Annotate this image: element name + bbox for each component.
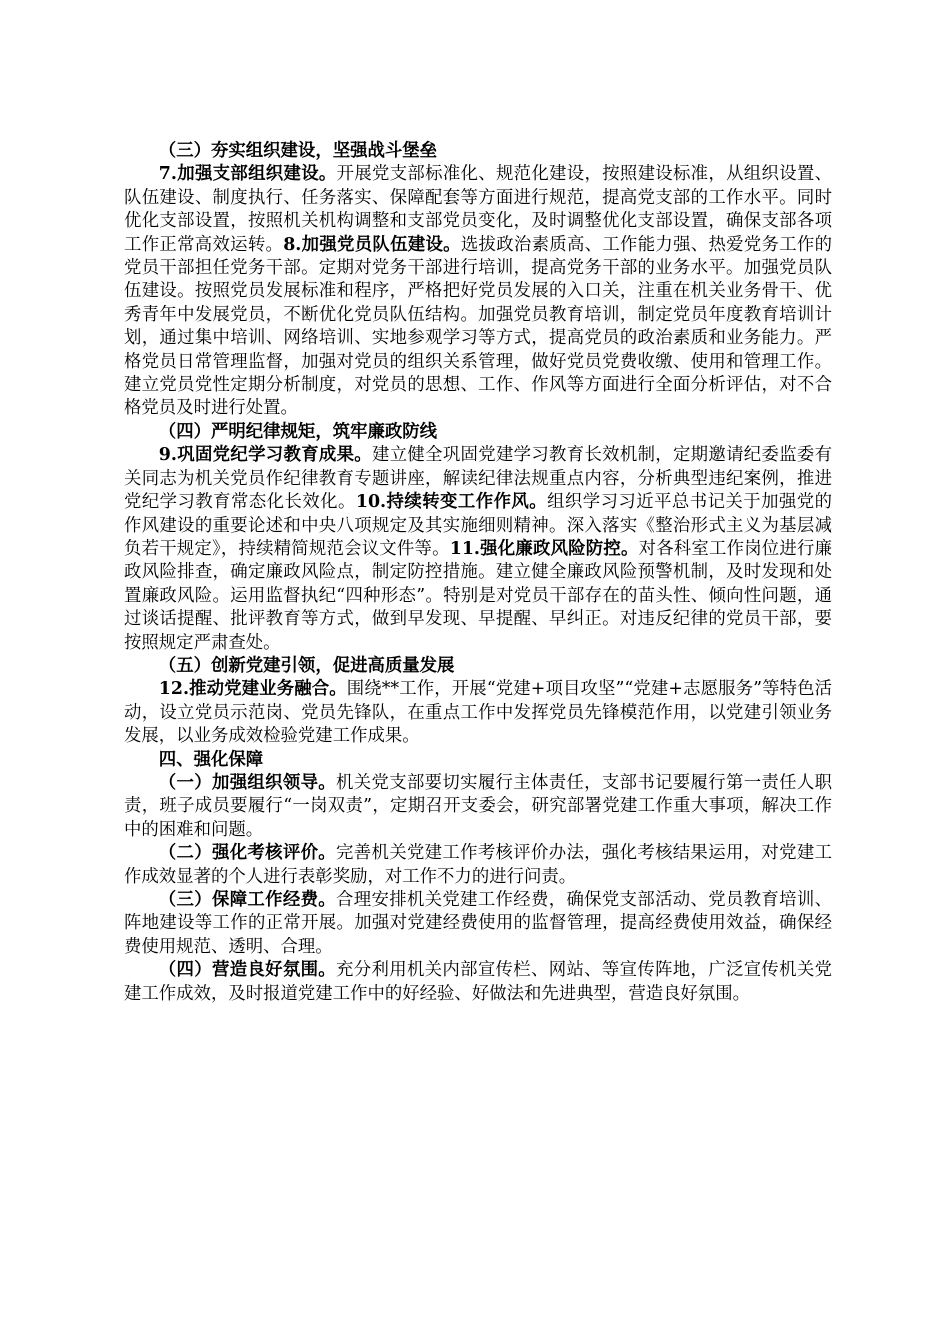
paragraph-integration [124, 678, 832, 748]
guarantee-3-title: （三）保障工作经费。 [158, 890, 337, 910]
section-heading-3: （三）夯实组织建设，坚强战斗堡垒 [158, 141, 438, 161]
paragraph-assessment [124, 842, 832, 889]
guarantee-4-title: （四）营造良好氛围。 [158, 960, 337, 981]
item-12-title: 12.推动党建业务融合。 [158, 679, 347, 700]
item-11-body: 对各科室工作岗位进行廉政风险排查，确定廉政风险点，制定防控措施。建立健全廉政风险预警机制，及时发现和处置廉政风险。运用监督执纪“四种形态”。特别是对党员干部存在的苗头性、倾向性问题，通过谈话提醒、批评教育等方式，做到早发现、早提醒、早纠正。对违反纪律的党员干部，要按照规定严肃查处。 [124, 538, 832, 653]
item-11-title: 11.强化廉政风险防控。 [449, 538, 639, 559]
document-page [124, 140, 832, 1006]
guarantee-1-body: 机关党支部要切实履行主体责任，支部书记要履行第一责任人职责，班子成员要履行“一岗双责”，定期召开支委会，研究部署党建工作重大事项，解决工作中的困难和问题。 [124, 772, 832, 840]
item-9-body: 建立健全巩固党建学习教育长效机制，定期邀请纪委监委有关同志为机关党员作纪律教育专题讲座，解读纪律法规重点内容，分析典型违纪案例，推进党纪学习教育常态化长效化。 [124, 445, 832, 513]
guarantee-1-title: （一）加强组织领导。 [158, 772, 337, 793]
item-9-title: 9.巩固党纪学习教育成果。 [158, 445, 373, 466]
paragraph-discipline [124, 444, 832, 655]
paragraph-atmosphere [124, 959, 832, 1006]
guarantee-2-title: （二）强化考核评价。 [158, 843, 337, 864]
item-8-title: 8.加强党员队伍建设。 [283, 234, 461, 255]
paragraph-funding [124, 889, 832, 959]
paragraph-leadership [124, 772, 832, 842]
item-7-title: 7.加强支部组织建设。 [158, 164, 337, 185]
guarantee-3-body: 合理安排机关党建工作经费，确保党支部活动、党员教育培训、阵地建设等工作的正常开展。加强对党建经费使用的监督管理，提高经费使用效益，确保经费使用规范、透明、合理。 [124, 890, 832, 957]
item-10-body: 组织学习习近平总书记关于加强党的作风建设的重要论述和中央八项规定及其实施细则精神。深入落实《整治形式主义为基层减负若干规定》，持续精简规范会议文件等。 [124, 492, 832, 559]
section-heading-5: （五）创新党建引领，促进高质量发展 [158, 655, 455, 676]
item-12-body: 围绕**工作，开展“党建+项目攻坚”“党建+志愿服务”等特色活动，设立党员示范岗、党员先锋队，在重点工作中发挥党员先锋模范作用，以党建引领业务发展，以业务成效检验党建工作成果。 [124, 679, 832, 747]
guarantee-4-body: 充分利用机关内部宣传栏、网站、等宣传阵地，广泛宣传机关党建工作成效，及时报道党建工作中的好经验、好做法和先进典型，营造良好氛围。 [124, 960, 832, 1004]
item-7-body: 开展党支部标准化、规范化建设，按照建设标准，从组织设置、队伍建设、制度执行、任务落实、保障配套等方面进行规范，提高党支部的工作水平。同时优化支部设置，按照机关机构调整和支部党员变化，及时调整优化支部设置，确保支部各项工作正常高效运转。 [124, 164, 832, 255]
section-heading-4: （四）严明纪律规矩，筑牢廉政防线 [158, 421, 438, 442]
item-8-body: 选拔政治素质高、工作能力强、热爱党务工作的党员干部担任党务干部。定期对党务干部进行培训，提高党务干部的业务水平。加强党员队伍建设。按照党员发展标准和程序，严格把好党员发展的入口关，注重在机关业务骨干、优秀青年中发展党员，不断优化党员队伍结构。加强党员教育培训，制定党员年度教育培训计划，通过集中培训、网络培训、实地参观学习等方式，提高党员的政治素质和业务能力。严格党员日常管理监督，加强对党员的组织关系管理，做好党员党费收缴、使用和管理工作。建立党员党性定期分析制度，对党员的思想、工作、作风等方面进行全面分析评估，对不合格党员及时进行处置。 [124, 234, 832, 419]
guarantee-2-body: 完善机关党建工作考核评价办法，强化考核结果运用，对党建工作成效显著的个人进行表彰奖励，对工作不力的进行问责。 [124, 843, 832, 887]
section-heading-guarantee: 四、强化保障 [158, 749, 264, 770]
paragraph-org-building [124, 163, 832, 420]
item-10-title: 10.持续转变工作作风。 [355, 492, 548, 513]
